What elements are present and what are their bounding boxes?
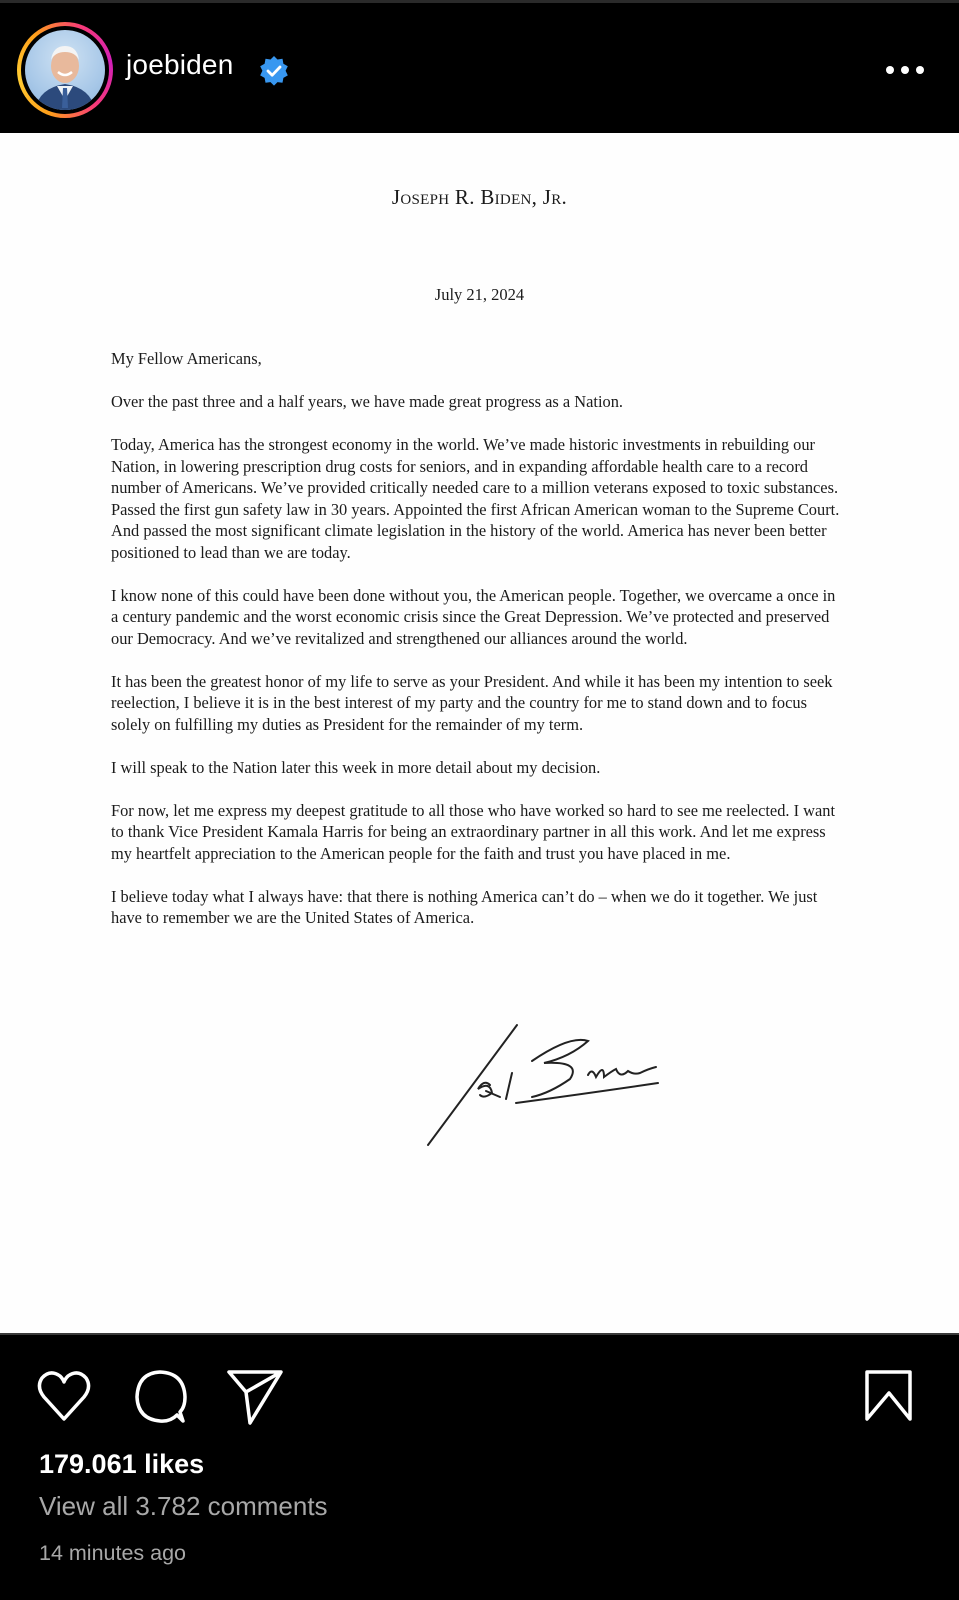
view-comments-link[interactable]: View all 3.782 comments [39,1491,328,1521]
likes-count[interactable]: 179.061 likes [39,1449,205,1479]
verified-badge-icon [258,55,290,87]
heart-outline-icon[interactable] [34,1367,94,1427]
paper-plane-icon[interactable] [226,1367,286,1427]
more-horizontal-icon [886,66,894,74]
post-image[interactable] [0,133,959,1333]
letter-document [0,133,959,1333]
comment-bubble-icon[interactable] [132,1367,192,1427]
letter-paragraph: For now, let me express my deepest gratitude to all those who have worked so hard to see me reelected. I want to thank Vice President Kamala Harris for being an extraordinary partner in all this work. And let me express my heartfelt appreciation to the American people for the faith and trust you have placed in me. [111,800,835,863]
story-ring[interactable] [17,22,113,118]
letter-paragraph: I know none of this could have been done without you, the American people. Together, we overcame a once in a century pandemic and the worst economic crisis since the Great Depression. We’ve protected and preserved our Democracy. And we’ve revitalized and strengthened our alliances around the world. [111,585,836,648]
post-footer [0,1333,959,1600]
letter-paragraph: I will speak to the Nation later this week in more detail about my decision. [111,757,601,777]
profile-photo-icon [25,30,105,110]
post-timestamp: 14 minutes ago [39,1541,187,1565]
salutation: My Fellow Americans, [111,349,262,368]
post-header [0,3,959,133]
letter-body [111,348,846,950]
letterhead: Joseph R. Biden, Jr. [391,185,568,209]
bookmark-outline-icon[interactable] [860,1367,920,1427]
letter-paragraph: I believe today what I always have: that there is nothing America can’t do – when we do it together. We just have to remember we are the United States of America. [111,886,818,927]
username[interactable]: joebiden [126,49,234,80]
avatar[interactable] [25,30,105,110]
signature [420,1023,680,1153]
letter-date: July 21, 2024 [434,285,525,304]
letter-paragraph: Today, America has the strongest economy in the world. We’ve made historic investments in rebuilding our Nation, in lowering prescription drug costs for seniors, and in expanding affordable health care to a record number of Americans. We’ve provided critically needed care to a million veterans exposed to toxic substances. Passed the first gun safety law in 30 years. Appointed the first African American woman to the Supreme Court. And passed the most significant climate legislation in the history of the world. America has never been better positioned to lead than we are today. [111,435,840,562]
letter-paragraph: It has been the greatest honor of my life to serve as your President. And while it has been my intention to seek reelection, I believe it is in the best interest of my party and the country for me to stand down and to focus solely on fulfilling my duties as President for the remainder of my term. [111,671,833,734]
letter-paragraph: Over the past three and a half years, we have made great progress as a Nation. [111,392,623,411]
more-options-button[interactable] [880,61,930,81]
